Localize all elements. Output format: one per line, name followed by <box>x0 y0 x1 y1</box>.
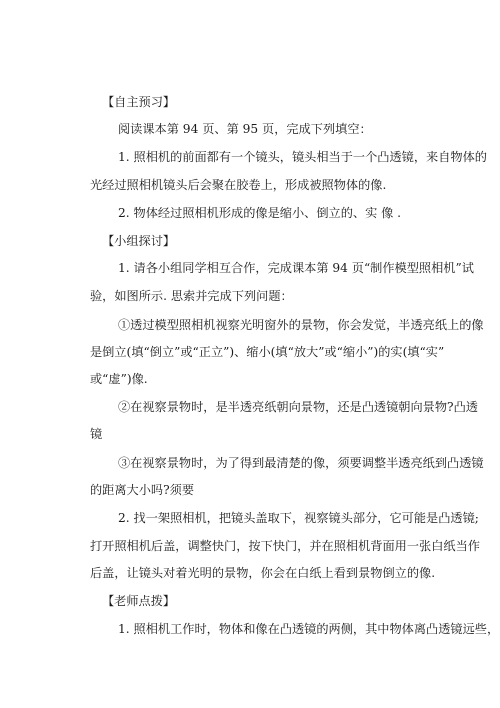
paragraph-line: ②在视察景物时，是半透亮纸朝向景物，还是凸透镜朝向景物?凸透 <box>118 400 478 414</box>
paragraph-line: 2. 找一架照相机，把镜头盖取下，视察镜头部分，它可能是凸透镜; <box>118 511 479 525</box>
paragraph-line: 是倒立(填“倒立”或“正立”)、缩小(填“放大”或“缩小”)的实(填“实” <box>90 345 445 359</box>
paragraph-line: 的距离大小吗?须要 <box>90 483 195 497</box>
paragraph-line: ①透过模型照相机视察光明窗外的景物，你会发觉，半透亮纸上的像 <box>118 318 484 332</box>
paragraph-line: 或“虚”)像. <box>90 372 148 386</box>
paragraph-line: 1. 照相机的前面都有一个镜头，镜头相当于一个凸透镜，来自物体的 <box>118 150 487 164</box>
paragraph-line: ③在视察景物时，为了得到最清楚的像，须要调整半透亮纸到凸透镜 <box>118 456 484 470</box>
paragraph-line: 后盖，让镜头对着光明的景物，你会在白纸上看到景物倒立的像. <box>90 566 436 580</box>
paragraph-line: 镜 <box>90 427 103 441</box>
paragraph-line: 光经过照相机镜头后会聚在胶卷上，形成被照物体的像. <box>90 178 387 192</box>
teacher-heading: 【老师点拨】 <box>102 594 176 608</box>
preview-intro: 阅读课本第 94 页、第 95 页，完成下列填空： <box>118 122 372 136</box>
paragraph-line: 2. 物体经过照相机形成的像是缩小、倒立的、实 像 . <box>118 206 402 220</box>
paragraph-line: 1. 照相机工作时，物体和像在凸透镜的两侧，其中物体离凸透镜远些， <box>118 622 500 636</box>
paragraph-line: 1. 请各小组同学相互合作，完成课本第 94 页“制作模型照相机”试 <box>118 261 474 275</box>
paragraph-line: 打开照相机后盖，调整快门，按下快门，并在照相机背面用一张白纸当作 <box>90 539 480 553</box>
preview-heading: 【自主预习】 <box>102 95 176 109</box>
paragraph-line: 验，如图所示. 思索并完成下列问题： <box>90 289 293 303</box>
group-heading: 【小组探讨】 <box>102 234 176 248</box>
